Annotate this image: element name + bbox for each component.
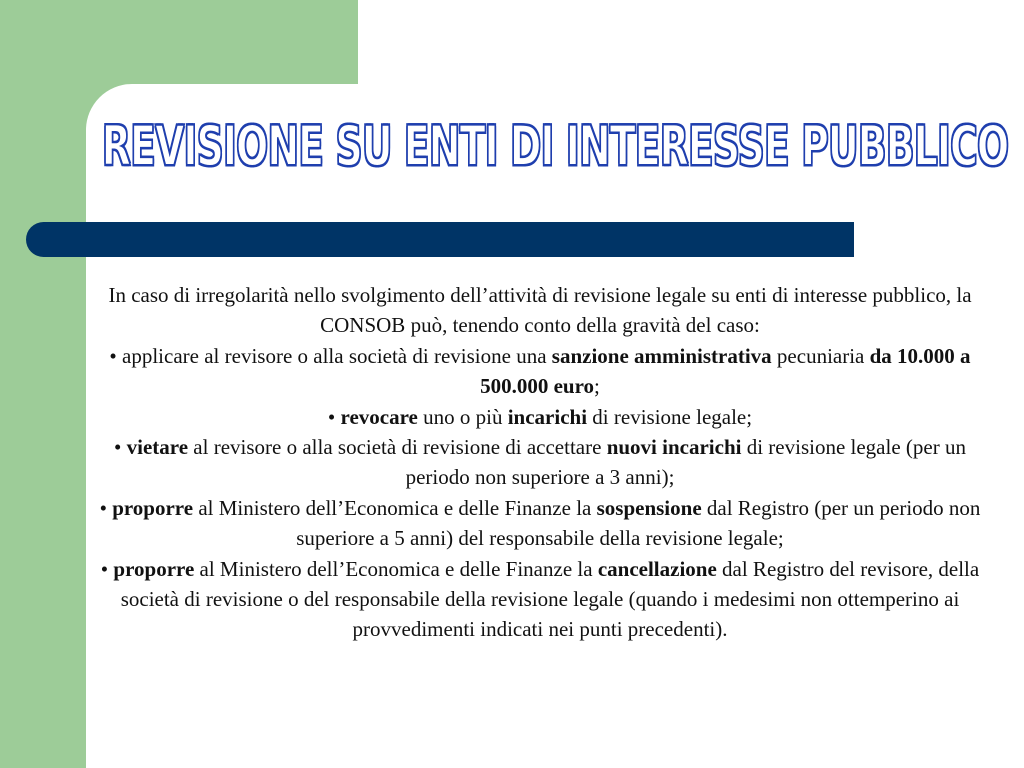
bullet-text: ; [594,374,600,399]
bullet-item [90,432,990,493]
bullet-symbol: • [327,404,336,429]
bullet-bold: sospensione [596,495,702,520]
bullet-symbol: • [109,343,117,368]
bullet-bold: incarichi [507,404,588,429]
bullet-bold: sanzione amministrativa [551,343,772,368]
bullet-bold: da 10.000 a 500.000 euro [480,343,971,399]
slide-title-text: REVISIONE SU ENTI DI INTERESSE PUBBLICO [101,114,1009,178]
bullet-item [90,341,990,402]
bullet-text: uno o più [417,404,508,429]
bullet-text: di revisione legale (per un periodo non superiore a 3 anni); [405,435,966,490]
bullet-item [90,554,990,645]
bullet-bold: vietare [126,435,189,460]
bullet-text: al Ministero dell’Economica e delle Finanze la [193,495,597,520]
bullet-text: pecuniaria [771,343,870,368]
slide-body [90,280,990,645]
bullet-text: applicare al revisore o alla società di revisione una [116,343,552,368]
bullet-text: di revisione legale; [587,404,753,429]
bullet-text: al Ministero dell’Economica e delle Finanze la [194,556,598,581]
bullet-item [90,402,990,432]
bullet-bold: nuovi incarichi [606,435,742,460]
bullet-bold: proporre [113,556,195,581]
decorative-bar [26,222,854,257]
bullet-bold: cancellazione [597,556,717,581]
bullet-bold: revocare [340,404,418,429]
bullet-symbol: • [100,556,109,581]
intro-paragraph: In caso di irregolarità nello svolgimento dell’attività di revisione legale su enti di interesse pubblico, la CONSOB può, tenendo conto della gravità del caso: [108,283,972,338]
bullet-item [90,493,990,554]
bullet-bold: proporre [112,495,194,520]
bullet-text: dal Registro del revisore, della società di revisione o del responsabile della revisione legale (quando i medesimi non ottemperino ai provvedimenti indicati nei punti precedenti). [120,556,980,642]
slide-title [86,106,1024,186]
bullet-symbol: • [99,495,107,520]
bullet-text: al revisore o alla società di revisione di accettare [188,435,607,460]
bullet-symbol: • [114,435,122,460]
bullet-text: dal Registro (per un periodo non superiore a 5 anni) del responsabile della revisione legale; [296,495,981,551]
